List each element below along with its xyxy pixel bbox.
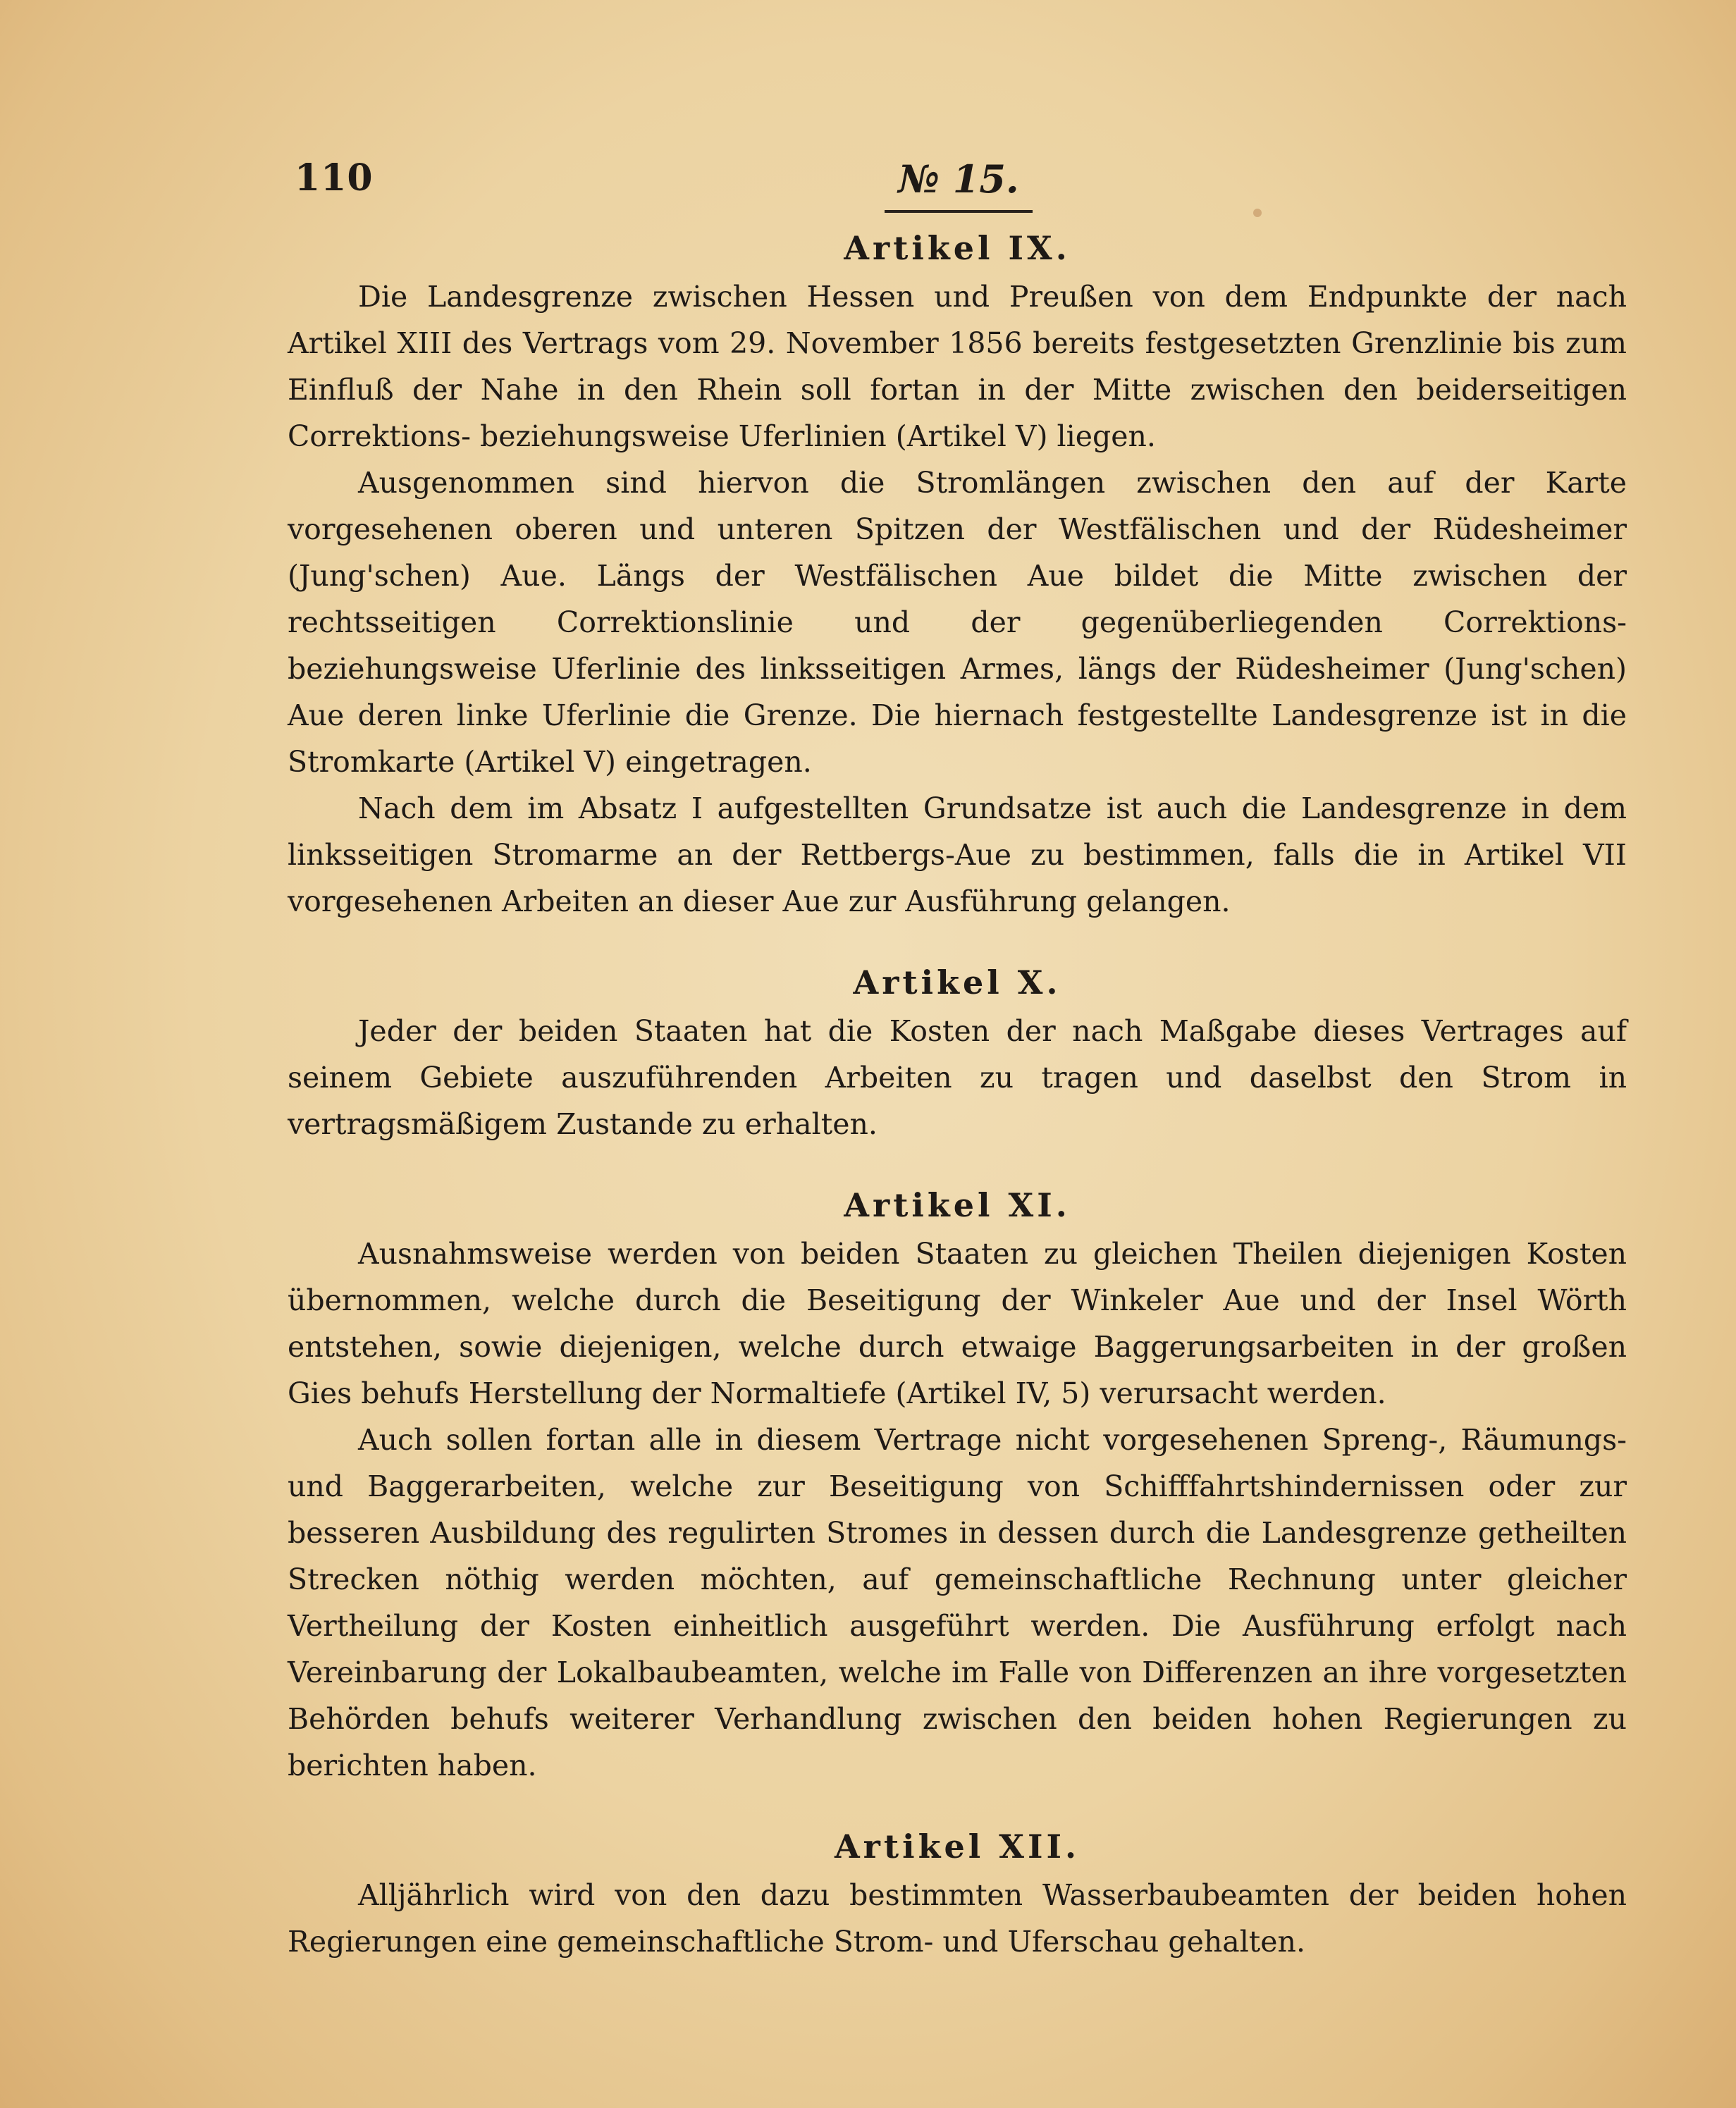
article-paragraph: Ausnahmsweise werden von beiden Staaten zu gleichen Theilen diejenigen Kosten übernommen, welche durch die Beseitigung der Winkeler Aue und der Insel Wörth entstehen, sowie diejenigen, welche durch etwaige Baggerungsarbeiten in der großen Gies behufs Herstellung der Normaltiefe (Artikel IV, 5) verursacht werden.	[288, 1237, 1627, 1410]
article-heading: Artikel XII.	[834, 1827, 1081, 1866]
article-x	[288, 961, 1627, 1147]
article-paragraph: Jeder der beiden Staaten hat die Kosten der nach Maßgabe dieses Vertrages auf seinem Gebiete auszuführenden Arbeiten zu tragen und daselbst den Strom in vertragsmäßigem Zustande zu erhalten.	[288, 1014, 1627, 1141]
section-gap	[288, 1789, 1627, 1825]
page-number: 110	[295, 156, 374, 199]
article-xi	[288, 1184, 1627, 1789]
article-ix	[288, 227, 1627, 925]
paper-speck	[1253, 209, 1262, 217]
article-heading: Artikel X.	[853, 963, 1061, 1001]
article-heading: Artikel XI.	[844, 1186, 1071, 1224]
article-paragraph: Nach dem im Absatz I aufgestellten Grundsatze ist auch die Landesgrenze in dem linksseitigen Stromarme an der Rettbergs-Aue zu bestimmen, falls die in Artikel VII vorgesehenen Arbeiten an dieser Aue zur Ausführung gelangen.	[288, 791, 1627, 918]
article-paragraph: Ausgenommen sind hiervon die Stromlängen zwischen den auf der Karte vorgesehenen oberen und unteren Spitzen der Westfälischen und der Rüdesheimer (Jung'schen) Aue. Längs der Westfälischen Aue bildet die Mitte zwischen der rechtsseitigen Correktionslinie und der gegenüberliegenden Correktions- beziehungsweise Uferlinie des linksseitigen Armes, längs der Rüdesheimer (Jung'schen) Aue deren linke Uferlinie die Grenze. Die hiernach festgestellte Landesgrenze ist in die Stromkarte (Artikel V) eingetragen.	[288, 466, 1627, 779]
article-xii	[288, 1825, 1627, 1965]
section-gap	[288, 925, 1627, 961]
article-paragraph: Auch sollen fortan alle in diesem Vertrage nicht vorgesehenen Spreng-, Räumungs- und Baggerarbeiten, welche zur Beseitigung von Schifffahrtshindernissen oder zur besseren Ausbildung des regulirten Stromes in dessen durch die Landesgrenze getheilten Strecken nöthig werden möchten, auf gemeinschaftliche Rechnung unter gleicher Vertheilung der Kosten einheitlich ausgeführt werden. Die Ausführung erfolgt nach Vereinbarung der Lokalbaubeamten, welche im Falle von Differenzen an ihre vorgesetzten Behörden behufs weiterer Verhandlung zwischen den beiden hohen Regierungen zu berichten haben.	[288, 1423, 1627, 1782]
section-gap	[288, 1147, 1627, 1184]
document-body	[288, 227, 1627, 1965]
issue-number: № 15.	[885, 156, 1033, 213]
article-paragraph: Alljährlich wird von den dazu bestimmten Wasserbaubeamten der beiden hohen Regierungen eine gemeinschaftliche Strom- und Uferschau gehalten.	[288, 1878, 1627, 1959]
article-heading: Artikel IX.	[844, 229, 1071, 267]
article-paragraph: Die Landesgrenze zwischen Hessen und Preußen von dem Endpunkte der nach Artikel XIII des Vertrags vom 29. November 1856 bereits festgesetzten Grenzlinie bis zum Einfluß der Nahe in den Rhein soll fortan in der Mitte zwischen den beiderseitigen Correktions- beziehungsweise Uferlinien (Artikel V) liegen.	[288, 280, 1627, 453]
